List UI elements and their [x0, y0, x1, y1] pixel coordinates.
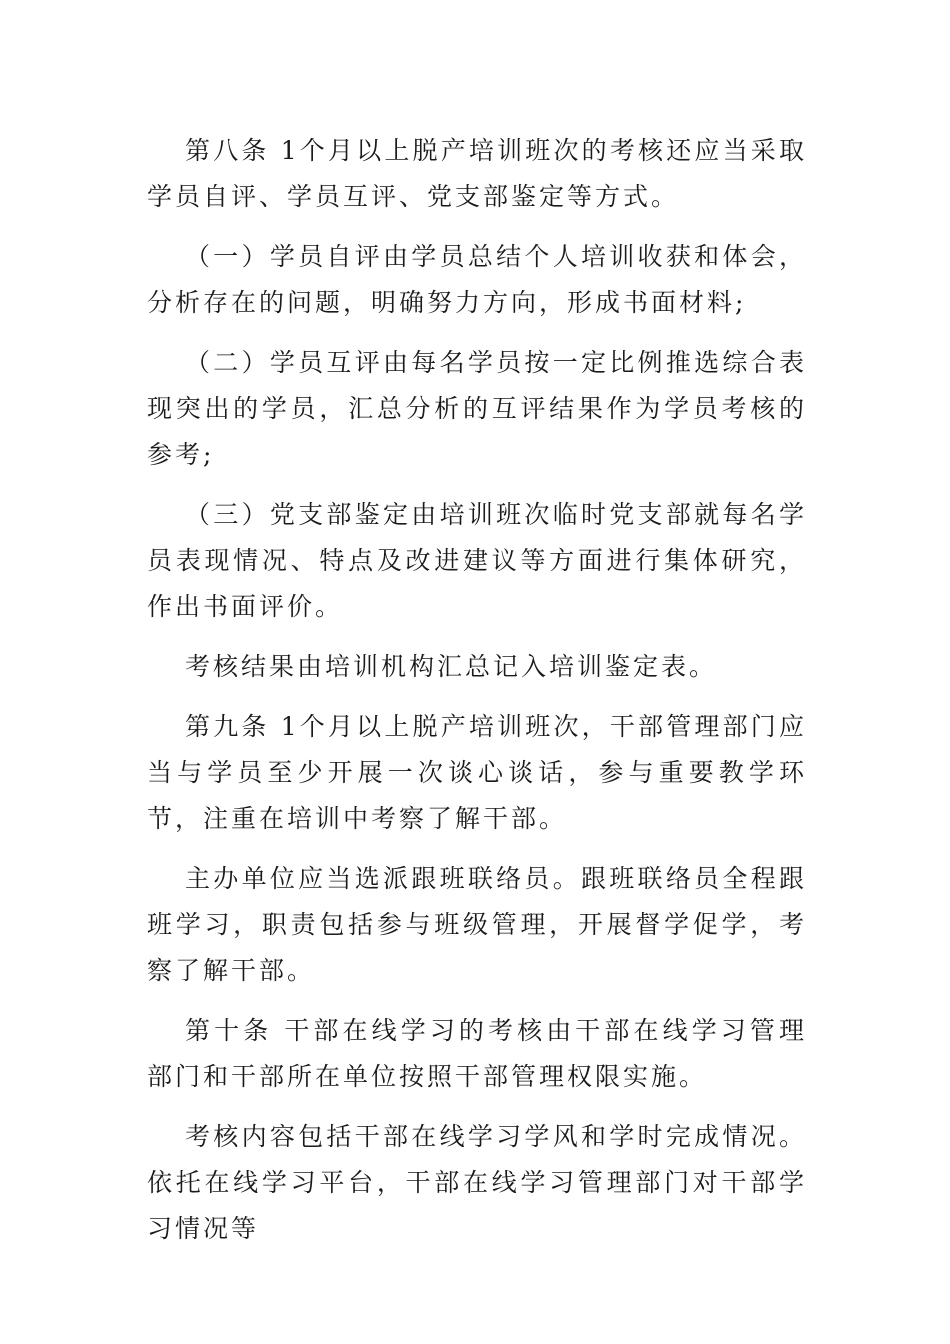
- paragraph-item-3: （三）党支部鉴定由培训班次临时党支部就每名学员表现情况、特点及改进建议等方面进行集体研究，作出书面评价。: [147, 500, 807, 621]
- paragraph-item-1: （一）学员自评由学员总结个人培训收获和体会，分析存在的问题，明确努力方向，形成书面材料;: [147, 242, 807, 317]
- paragraph-article-10: 第十条 干部在线学习的考核由干部在线学习管理部门和干部所在单位按照干部管理权限实施。: [147, 1016, 807, 1091]
- paragraph-assessment-result: 考核结果由培训机构汇总记入培训鉴定表。: [185, 652, 718, 681]
- paragraph-article-8: 第八条 1个月以上脱产培训班次的考核还应当采取学员自评、学员互评、党支部鉴定等方式。: [147, 136, 807, 211]
- paragraph-liaison: 主办单位应当选派跟班联络员。跟班联络员全程跟班学习，职责包括参与班级管理，开展督学促学，考察了解干部。: [147, 864, 807, 985]
- paragraph-item-2: （二）学员互评由每名学员按一定比例推选综合表现突出的学员，汇总分析的互评结果作为学员考核的参考;: [147, 348, 807, 469]
- paragraph-article-9: 第九条 1个月以上脱产培训班次，干部管理部门应当与学员至少开展一次谈心谈话，参与重要教学环节，注重在培训中考察了解干部。: [147, 712, 807, 833]
- paragraph-assessment-content: 考核内容包括干部在线学习学风和学时完成情况。依托在线学习平台，干部在线学习管理部门对干部学习情况等: [147, 1122, 807, 1243]
- document-body: [147, 128, 807, 1266]
